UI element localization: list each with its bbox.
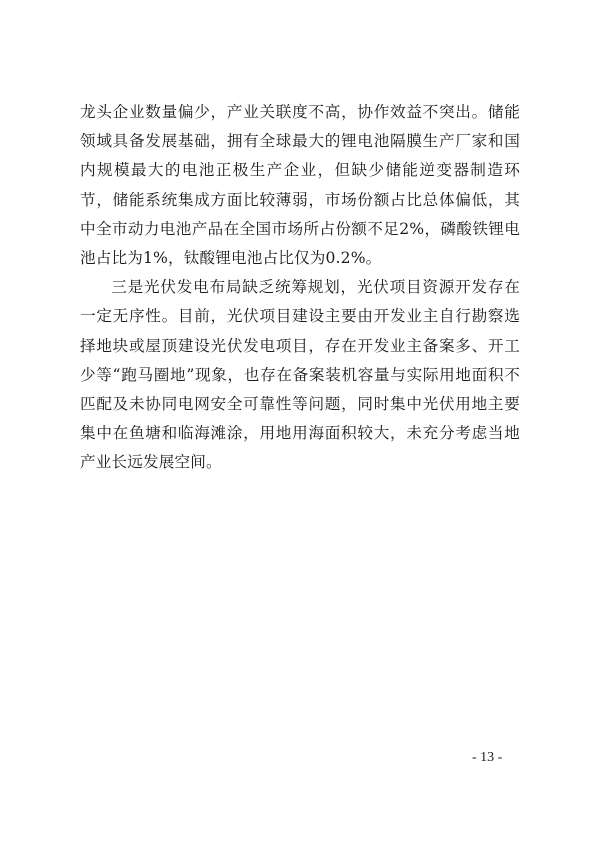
paragraph-continued: 龙头企业数量偏少，产业关联度不高，协作效益不突出。储能领域具备发展基础，拥有全球最大的锂电池隔膜生产厂家和国内规模最大的电池正极生产企业，但缺少储能逆变器制造环节，储能系统集成方面比较薄弱，市场份额占比总体偏低，其中全市动力电池产品在全国市场所占份额不足2%，磷酸铁锂电池占比为1%，钛酸锂电池占比仅为0.2%。 (80, 103, 520, 268)
page-number: - 13 - (472, 750, 503, 765)
paragraph-photovoltaic-layout: 三是光伏发电布局缺乏统筹规划，光伏项目资源开发存在一定无序性。目前，光伏项目建设主要由开发业主自行勘察选择地块或屋顶建设光伏发电项目，存在开发业主备案多、开工少等“跑马圈地”现象，也存在备案装机容量与实际用地面积不匹配及未协同电网安全可靠性等问题，同时集中光伏用地主要集中在鱼塘和临海滩涂，用地用海面积较大，未充分考虑当地产业长远发展空间。 (80, 278, 520, 472)
body-text (80, 98, 520, 478)
